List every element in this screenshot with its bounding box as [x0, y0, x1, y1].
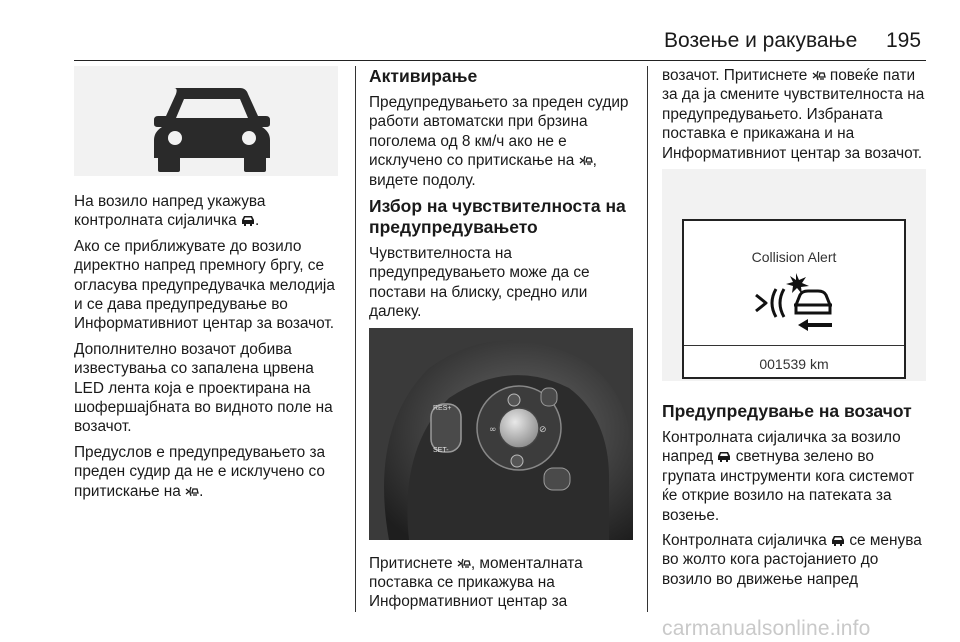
paragraph: Контролната сијаличка за возило напред светнува зелено во групата инструменти кога системот ќе открие возило на патеката за возење.: [662, 429, 915, 524]
column-divider-1: [355, 66, 356, 612]
info-display-screen: [682, 219, 906, 379]
screen-title: Collision Alert: [751, 249, 837, 266]
column-1: [74, 66, 344, 507]
paragraph: Предупредувањето за преден судир работи автоматски при брзина поголема од 8 км/ч ако не е исклучено со притискање на , видете подолу.: [369, 94, 629, 189]
collision-warning-icon: [812, 70, 826, 81]
odometer-readout: 001539 km: [759, 356, 829, 373]
page-title: Возење и ракување: [664, 29, 858, 52]
screen-divider: [684, 345, 904, 346]
paragraph: Контролната сијаличка се менува во жолто кога растојанието до возило во движење напред: [662, 532, 922, 588]
page-header: [0, 0, 960, 60]
paragraph: Ако се приближувате до возило директно напред премногу бргу, се огласува предупредувачка мелодија и се дава предупредување во Информативниот центар за возачот.: [74, 237, 335, 333]
column-2: [369, 66, 634, 618]
paragraph: Предуслов е предупредувањето за преден судир да не е исклучено со притискање на .: [74, 443, 326, 500]
collision-warning-icon: [457, 558, 471, 569]
paragraph: Притиснете , моменталната поставка се прикажува на Информативниот центар за: [369, 554, 583, 611]
collision-warning-icon: [185, 486, 199, 497]
section-heading: Предупредување на возачот: [662, 401, 912, 422]
paragraph: Чувствителноста на предупредувањето може да се постави на блиску, средно или далеку.: [369, 245, 590, 321]
section-heading: Активирање: [369, 66, 478, 86]
vehicle-ahead-icon: [831, 535, 845, 546]
paragraph: На возило напред укажува контролната сијаличка .: [74, 193, 266, 230]
collision-warning-icon: [579, 155, 593, 166]
collision-alert-icon: [752, 273, 842, 335]
svg-text:∞: ∞: [489, 424, 497, 435]
vehicle-ahead-icon: [241, 215, 255, 226]
watermark: carmanualsonline.info: [662, 617, 871, 640]
page-number: 195: [886, 29, 922, 52]
paragraph: Дополнително возачот добива известувања со запалена црвена LED лента која е проектирана на шофершајбната во видното поле на возачот.: [74, 340, 333, 436]
vehicle-ahead-icon: [717, 451, 731, 462]
paragraph: возачот. Притиснете повеќе пати за да ја смените чувствителноста на предупредувањето. Избраната поставка е прикажана и на Информативниот центар за возачот.: [662, 67, 925, 162]
column-divider-2: [647, 66, 648, 612]
vehicle-ahead-figure: [74, 66, 338, 176]
svg-text:⊘: ⊘: [539, 424, 547, 435]
section-heading: Избор на чувствителноста на предупредувањето: [369, 196, 626, 238]
header-divider: [74, 60, 926, 61]
res-button-label: RES+: [433, 404, 452, 412]
driver-info-center-figure: [662, 169, 926, 381]
set-button-label: SET-: [433, 446, 449, 454]
steering-wheel-controls-figure: [369, 328, 633, 540]
column-3: [662, 66, 930, 595]
